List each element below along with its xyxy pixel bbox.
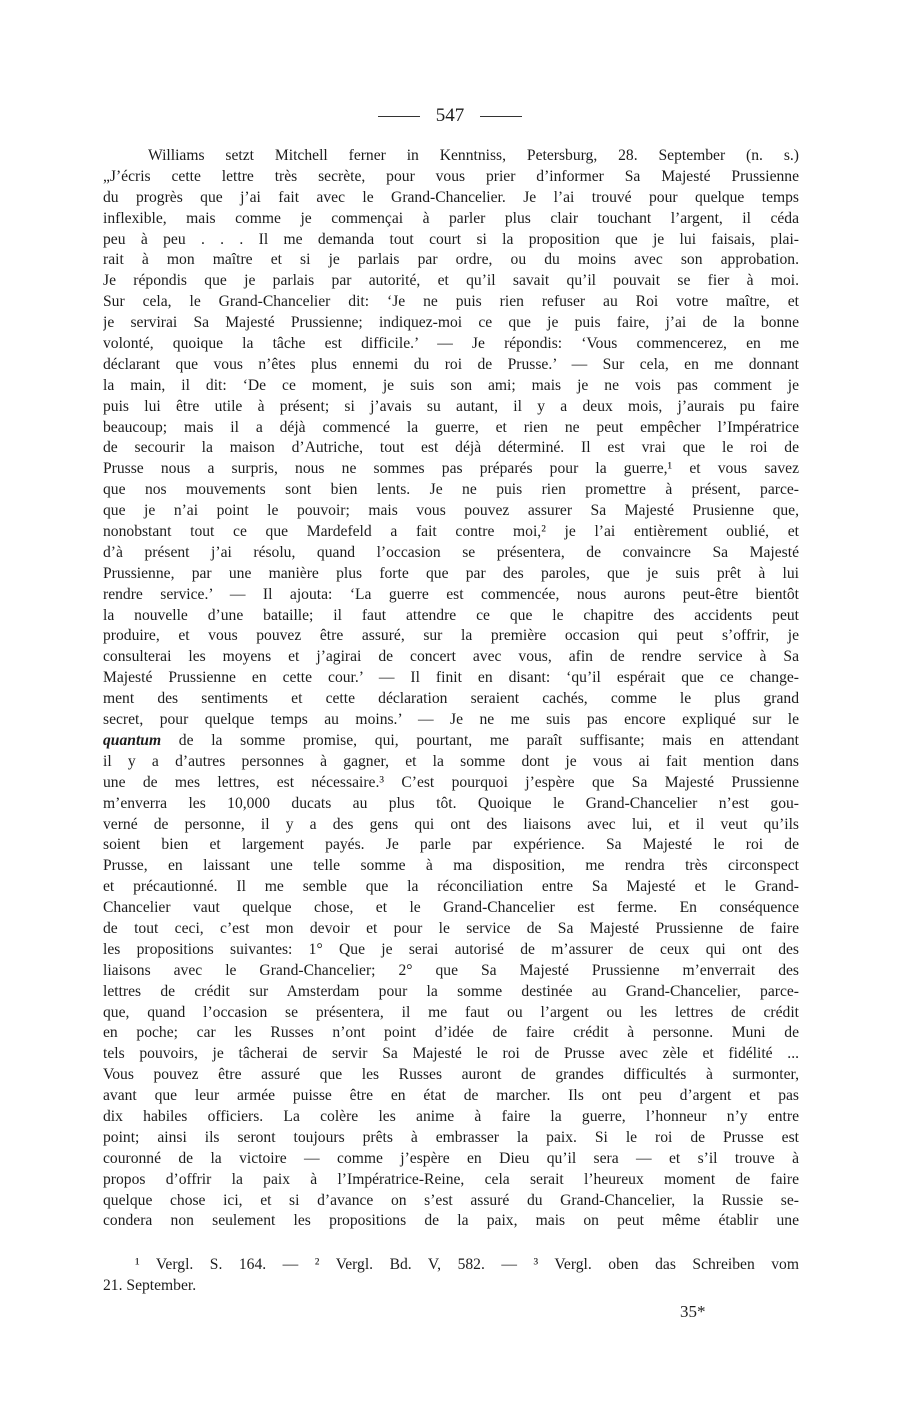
body-line: rait à mon maître et si je parlais par ordre, ou du moins avec son approbation. [103,251,799,269]
body-line: beaucoup; mais il a déjà commencé la guerre, et rien ne peut empêcher l’Impératrice [103,418,799,436]
body-line: inflexible, mais comme je commençai à parler plus clair touchant l’argent, il céda [103,209,799,227]
body-line: verné de personne, il y a des gens qui ont des liaisons avec lui, et il veut qu’ils [103,815,799,833]
body-text [103,146,799,1232]
body-line: quelque chose ici, et si d’avance on s’est assuré du Grand-Chancelier, la Russie se- [103,1191,799,1209]
body-line: la nouvelle d’une bataille; il faut attendre ce que le chapitre des accidents peut [103,606,799,624]
body-line: nonobstant tout ce que Mardefeld a fait contre moi,² je l’ai entièrement oublié, et [103,523,799,541]
body-line: que je n’ai point le pouvoir; mais vous pouvez assurer Sa Majesté Prusienne que, [103,502,799,520]
body-line: Vous pouvez être assuré que les Russes auront de grandes difficultés à surmonter, [103,1066,799,1084]
body-line: les propositions suivantes: 1° Que je serai autorisé de m’assurer de ceux qui ont des [103,940,799,958]
body-line: peu à peu . . . Il me demanda tout court si la proposition que je lui faisais, plai- [103,230,799,248]
body-line: condera non seulement les propositions de la paix, mais on peut même établir une [103,1212,799,1230]
footnotes [103,1254,799,1296]
body-line: et précautionné. Il me semble que la réconciliation entre Sa Majesté et le Grand- [103,878,799,896]
body-line: tels pouvoirs, je tâcherai de servir Sa Majesté le roi de Prusse avec zèle et fidélité ... [103,1045,799,1063]
body-line: lettres de crédit sur Amsterdam pour la somme destinée au Grand-Chancelier, parce- [103,982,799,1000]
body-line: avant que leur armée puisse être en état de marcher. Ils ont peu d’argent et pas [103,1087,799,1105]
body-line: Sur cela, le Grand-Chancelier dit: ‘Je ne puis rien refuser au Roi votre maître, et [103,293,799,311]
body-line: du progrès que j’ai fait avec le Grand-Chancelier. Je l’ai trouvé pour quelque temps [103,188,799,206]
body-line: m’enverra les 10,000 ducats au plus tôt. Quoique le Grand-Chancelier n’est gou- [103,794,799,812]
body-line: secret, pour quelque temps au moins.’ — Je ne me suis pas encore expliqué sur le [103,711,799,729]
body-line: la main, il dit: ‘De ce moment, je suis son ami; mais je ne vois pas comment je [103,376,799,394]
body-line: déclarant que vous n’êtes plus ennemi du roi de Prusse.’ — Sur cela, en me donnant [103,355,799,373]
body-line: „J’écris cette lettre très secrète, pour vous prier d’informer Sa Majesté Prussienne [103,167,799,185]
footnote-line: ¹ Vergl. S. 164. — ² Vergl. Bd. V, 582. — ³ Vergl. oben das Schreiben vom [135,1256,799,1273]
body-line: Prussienne, par une manière plus forte que par des paroles, que je suis prêt à lui [103,564,799,582]
body-line: je servirai Sa Majesté Prussienne; indiquez-moi ce que je puis faire, j’ai de la bonne [103,314,799,332]
body-line: que nos mouvements sont bien lents. Je ne puis rien promettre à présent, parce- [103,481,799,499]
body-line: ment des sentiments et cette déclaration seraient cachés, comme le plus grand [103,690,799,708]
body-line: que, quand l’occasion se présentera, il me faut ou l’argent ou les lettres de crédit [103,1003,799,1021]
body-line: en poche; car les Russes n’ont point d’idée de faire crédit à personne. Muni de [103,1024,799,1042]
body-line: produire, et vous pouvez être assuré, sur la première occasion qui peut s’offrir, je [103,627,799,645]
body-line: puis lui être utile à présent; si j’avais su autant, il y a deux mois, j’aurais pu faire [103,397,799,415]
body-line: couronné de la victoire — comme j’espère en Dieu qu’il sera — et s’il trouve à [103,1149,799,1167]
body-line: Prusse nous a surpris, nous ne sommes pas préparés pour la guerre,¹ et vous savez [103,460,799,478]
page-number: 547 [435,105,465,126]
body-line: de tout ceci, c’est mon devoir et pour le service de Sa Majesté Prussienne de faire [103,919,799,937]
body-line: il y a d’autres personnes à gagner, et la somme dont je vous ai fait mention dans [103,752,799,770]
header-rule-left [378,116,420,117]
page-header [0,100,900,132]
signature-mark: 35* [680,1302,706,1321]
body-line: une de mes lettres, est nécessaire.³ C’est pourquoi j’espère que Sa Majesté Prussienne [103,773,799,791]
body-line: consulterai les moyens et j’agirai de concert avec vous, afin de rendre service à Sa [103,648,799,666]
body-line: propos d’offrir la paix à l’Impératrice-Reine, cela serait l’heureux moment de faire [103,1170,799,1188]
body-line: d’à présent j’ai résolu, quand l’occasion se présentera, de convaincre Sa Majesté [103,543,799,561]
body-line: quantum de la somme promise, qui, pourtant, me paraît suffisante; mais en attendant [103,731,799,749]
body-line: rendre service.’ — Il ajouta: ‘La guerre est commencée, nous aurons peut-être bientôt [103,585,799,603]
body-line: point; ainsi ils seront toujours prêts à embrasser la paix. Si le roi de Prusse est [103,1128,799,1146]
body-line: dix habiles officiers. La colère les anime à faire la guerre, l’honneur n’y entre [103,1107,799,1125]
header-rule-right [480,116,522,117]
body-line: Williams setzt Mitchell ferner in Kenntniss, Petersburg, 28. September (n. s.) [148,147,799,164]
body-line: Chancelier vaut quelque chose, et le Grand-Chancelier est ferme. En conséquence [103,899,799,917]
body-line: Prusse, en laissant une telle somme à ma disposition, me rendra très circonspect [103,857,799,875]
body-line: volonté, quoique la tâche est difficile.’ — Je répondis: ‘Vous commencerez, en me [103,335,799,353]
body-line: Je répondis que je parlais par autorité, et qu’il savait qu’il pouvait se fier à moi. [103,272,799,290]
body-line: Majesté Prussienne en cette cour.’ — Il finit en disant: ‘qu’il espérait que ce change- [103,669,799,687]
footnote-line: 21. September. [103,1277,197,1294]
body-line: liaisons avec le Grand-Chancelier; 2° que Sa Majesté Prussienne m’enverrait des [103,961,799,979]
body-line: soient bien et largement payés. Je parle par expérience. Sa Majesté le roi de [103,836,799,854]
emphasis-word: quantum [103,731,162,749]
body-line: de secourir la maison d’Autriche, tout est déjà déterminé. Il est vrai que le roi de [103,439,799,457]
